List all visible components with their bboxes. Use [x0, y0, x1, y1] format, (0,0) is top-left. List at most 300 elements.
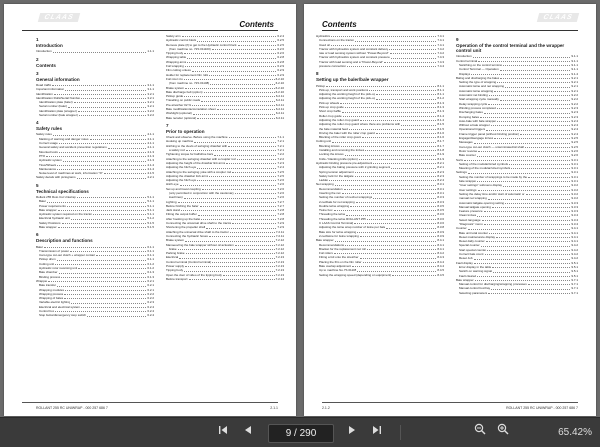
- page-indicator[interactable]: [268, 424, 334, 443]
- toc-entry-title: Roller crop guide: [319, 113, 342, 118]
- toc-entry-page: 8.3.9: [437, 233, 444, 238]
- section-number: 9: [456, 37, 459, 42]
- dot-leader: [505, 201, 570, 204]
- toc-entry-page: 7.2.14: [275, 276, 284, 281]
- dot-leader: [334, 251, 436, 254]
- toc-entry[interactable]: [316, 64, 444, 68]
- toc-entry[interactable]: [36, 49, 154, 53]
- toc-entry-title: Installing and removing the knives: [319, 148, 365, 153]
- toc-entry[interactable]: [36, 175, 154, 179]
- dot-leader: [212, 47, 277, 50]
- toc-entry-page: 8.4.5: [437, 272, 444, 277]
- toc-entry-page: 6.2.5: [277, 38, 284, 43]
- toc-entry-title: Setting the number of wrappings to be made by the: [459, 174, 528, 179]
- dot-leader: [503, 63, 570, 66]
- toc-entry-title: (only permitted in conjunction with the cautionary: [169, 191, 234, 195]
- zoom-level[interactable]: 65.42%: [558, 427, 592, 438]
- toc-entry-page: 4.2.1: [147, 175, 154, 180]
- toc-entry-title: Short crop baffle: [319, 109, 341, 114]
- toc-entry-page: 9.2.6: [571, 153, 578, 158]
- toc-entry-title: Blocking knives: [319, 143, 340, 148]
- dot-leader: [509, 162, 570, 165]
- toc-entry-page: 4.1.1: [147, 145, 154, 150]
- dot-leader: [392, 273, 436, 276]
- dot-leader: [389, 47, 436, 50]
- toc-entry-page: 9.4.2: [571, 252, 578, 257]
- toc-column: [456, 34, 578, 295]
- toc-entry-title: Recommendations: [319, 242, 345, 247]
- toc-entry-title: Rotor reverse: [459, 148, 478, 153]
- dot-leader: [391, 55, 437, 58]
- next-page-button[interactable]: [342, 418, 362, 447]
- toc-entry-page: 8.1.7: [437, 139, 444, 144]
- dot-leader: [61, 275, 146, 278]
- dot-leader: [78, 109, 146, 112]
- toc-entry[interactable]: [166, 277, 284, 281]
- section-heading[interactable]: Prior to operation: [166, 128, 205, 134]
- toc-entry-page: 8.1.5: [437, 122, 444, 127]
- dot-leader: [206, 225, 276, 228]
- toc-entry-title: Delay wrapping cycle: [459, 101, 488, 106]
- dot-leader: [367, 247, 437, 250]
- dot-leader: [473, 54, 571, 57]
- header-rule: [22, 30, 278, 31]
- toc-entry-title: General safety and accident prevention regulations: [39, 145, 107, 150]
- section-heading[interactable]: Introduction: [36, 43, 63, 48]
- toc-entry-title: Special counter: [459, 243, 480, 248]
- toc-entry-title: Serial number (bale wrapper): [39, 112, 78, 117]
- toc-entry-page: 9.2.2: [571, 93, 578, 98]
- toc-entry-page: 6.2.11: [275, 115, 284, 120]
- dot-leader: [355, 38, 436, 41]
- toc-entry-page: 4.1.4: [147, 166, 154, 171]
- dot-leader: [237, 157, 277, 160]
- toc-entry-page: 9.2.4: [571, 118, 578, 123]
- dot-leader: [474, 256, 571, 259]
- section-heading[interactable]: General information: [36, 76, 80, 82]
- dot-leader: [365, 148, 436, 151]
- toc-entry-title: Discharging bales: [459, 110, 483, 115]
- toc-entry-title: Auto-bale with bale wrapper: [459, 118, 497, 123]
- toc-entry-title: Bale wrapper: [316, 238, 334, 243]
- toc-entry-page: 6.2.6: [277, 46, 284, 51]
- section-heading[interactable]: Safety rules: [36, 126, 63, 132]
- toc-entry-title: Switch on warning signal: [459, 269, 493, 274]
- toc-entry-title: Electrical: [166, 255, 179, 260]
- dot-leader: [204, 90, 275, 93]
- section-heading[interactable]: Operation of the control terminal and the wrapper control unit: [456, 43, 565, 54]
- dot-leader: [184, 268, 275, 271]
- dot-leader: [497, 119, 570, 122]
- page-separator: /: [294, 428, 300, 439]
- toc-entry-title: Tightening torque for ball/drive bars: [166, 152, 214, 157]
- toc-entry-title: Brake system: [166, 238, 185, 243]
- toc-entry-page: 9.2.5: [571, 144, 578, 149]
- footer-doc-id: ROLLANT 255 RC UNIWRAP - 000 257 686 7: [36, 406, 108, 410]
- toc-entry-title: Pick-up crop guide: [319, 105, 344, 110]
- toc-entry-page: 9.2.1: [571, 88, 578, 93]
- dot-leader: [354, 221, 436, 224]
- dot-leader: [478, 188, 571, 191]
- toc-entry-page: 6.2.11: [275, 94, 284, 99]
- dot-leader: [487, 248, 570, 251]
- dot-leader: [53, 132, 146, 135]
- toc-entry-page: 3.2.1: [147, 100, 154, 105]
- toc-entry-page: 6.2.9: [277, 64, 284, 69]
- dot-leader: [511, 166, 570, 169]
- dot-leader: [197, 38, 276, 41]
- toc-entry-page: 9.3.1: [571, 157, 578, 162]
- dot-leader: [48, 279, 146, 282]
- dot-leader: [93, 212, 146, 215]
- toc-entry-page: 6.2.9: [277, 72, 284, 77]
- toc-entry-title: Start wrapping cycle manually: [459, 97, 499, 102]
- dot-leader: [59, 270, 147, 273]
- dot-leader: [342, 109, 436, 112]
- dot-leader: [185, 86, 274, 89]
- toc-entry-page: 9.3.4: [571, 217, 578, 222]
- toc-entry-page: 3.2.2: [147, 108, 154, 113]
- claas-logo: CLAAS: [38, 13, 80, 22]
- toc-entry-page: 9.7.1: [571, 286, 578, 291]
- section-heading[interactable]: Technical specifications: [36, 188, 89, 194]
- toc-entry-page: 4.1.3: [147, 149, 154, 154]
- toc-entry-title: Identification plate (baler): [39, 100, 73, 105]
- toc-entry-page: 8.3.6: [437, 216, 444, 221]
- toc-entry-page: 7.2.2: [277, 152, 284, 157]
- dot-leader: [474, 140, 571, 143]
- toc-entry-page: 8.1.5: [437, 126, 444, 131]
- toc-entry-page: 8.1.1: [437, 87, 444, 92]
- dot-leader: [184, 195, 277, 198]
- toc-entry-title: Attaching to the swinging drawbar with a coupler rod: [166, 156, 236, 161]
- toc-entry-title: Connecting the hydraulic hoses: [166, 233, 208, 238]
- toc-entry-title: Adjusting the twine wrap number of twine per bale: [319, 225, 386, 230]
- toc-entry-title: Dumping bales: [459, 114, 480, 119]
- dot-leader: [488, 291, 570, 294]
- toc-entry-title: Fault cleared: [459, 273, 477, 278]
- toc-entry-page: 7.2.7: [277, 203, 284, 208]
- toc-entry-page: 8.3.6: [437, 212, 444, 217]
- dot-leader: [71, 300, 146, 303]
- toc-entry-page: 8.2.1: [437, 165, 444, 170]
- dot-leader: [77, 195, 147, 198]
- toc-entry-title: Bale unit total counter: [459, 230, 489, 235]
- toc-entry-title: Variable electric lighting: [39, 300, 71, 305]
- dot-leader: [238, 43, 277, 46]
- toc-entry-title: Attaching the universal drive shaft to the tractor: [166, 229, 229, 234]
- toc-entry-page: 9.3.3: [571, 204, 578, 209]
- toc-entry-page: 7.2.3: [277, 160, 284, 165]
- dot-leader: [360, 118, 436, 121]
- dot-leader: [194, 139, 276, 142]
- toc-entry-title: Hydraulic rotor reversing unit: [39, 266, 78, 271]
- toc-entry-title: Safety Positions: [39, 220, 61, 225]
- toc-entry-title: Bale wrapper: [39, 207, 57, 212]
- toc-entry-page: 8.4.4: [437, 259, 444, 264]
- toc-entry-page: 9.3.1: [571, 166, 578, 171]
- toc-entry[interactable]: [36, 113, 154, 117]
- toc-entry-title: Meaning of the modular/sized symbols: [459, 166, 511, 171]
- toc-entry-title: Automatic tailgate opening setting: [459, 200, 505, 205]
- right-page: [304, 4, 596, 416]
- toc-entry[interactable]: [456, 291, 578, 295]
- toc-entry-title: Bale transfer: [39, 283, 57, 288]
- toc-entry-page: 8.3.3: [437, 195, 444, 200]
- dot-leader: [189, 277, 275, 280]
- previous-page-button[interactable]: [238, 418, 258, 447]
- viewer-toolbar: [0, 417, 600, 447]
- toc-entry-title: Check and observe. Before using the machine: [166, 135, 228, 140]
- toc-entry-page: 7.2.13: [275, 255, 284, 260]
- dot-leader: [352, 264, 436, 267]
- toc-entry-page: 6.2.10: [275, 85, 284, 90]
- dot-leader: [57, 167, 146, 170]
- toc-entry-title: Holder for replacement film rolls: [166, 72, 209, 77]
- dot-leader: [67, 204, 146, 207]
- dot-leader: [187, 60, 276, 63]
- toc-entry-title: "User settings" submenu display: [459, 183, 502, 188]
- toc-entry-title: Setting the type of wrapping: [459, 80, 497, 85]
- toc-entry-title: Introduction: [456, 54, 472, 59]
- dot-leader: [488, 196, 570, 199]
- toc-entry-page: 9.1.1: [571, 54, 578, 59]
- toc-entry-title: manual net wrapping: [459, 196, 487, 201]
- toc-entry-page: 7.2.6: [277, 195, 284, 200]
- toc-entry-page: 9.3.2: [571, 196, 578, 201]
- dot-leader: [65, 288, 146, 291]
- dot-leader: [493, 269, 570, 272]
- dot-leader: [520, 132, 570, 135]
- toc-entry[interactable]: [166, 116, 284, 120]
- toc-entry-title: Setting the wrapping speed (depending on equipment): [319, 272, 392, 277]
- toc-entry-page: 6.2.2: [147, 291, 154, 296]
- dot-leader: [500, 97, 570, 100]
- toc-entry-title: Baler: [39, 199, 47, 204]
- toc-entry-title: Adjusting the height of the drawbar link arms: [166, 160, 226, 165]
- toc-entry-title: Bale discharge belt (option): [166, 89, 203, 94]
- section-heading[interactable]: Setting up the baler/bale wrapper: [316, 77, 389, 83]
- dot-leader: [468, 226, 571, 229]
- toc-entry-title: Spring tension adjustment: [319, 169, 354, 174]
- toc-entry-page: 7.2.5: [277, 173, 284, 178]
- toc-entry-title: Fitting the output buffer: [166, 212, 197, 217]
- dot-leader: [484, 222, 571, 225]
- section-number: 4: [36, 120, 39, 126]
- dot-leader: [478, 59, 570, 62]
- toc-entry-page: 8.1.6: [437, 130, 444, 135]
- zoom-out-button[interactable]: [470, 418, 490, 447]
- toc-entry-title: rate or load sensing system without "Power-Beyond": [319, 51, 389, 56]
- toc-entry-title: Tipping body: [166, 268, 184, 273]
- first-page-button[interactable]: [213, 418, 233, 447]
- dot-leader: [201, 98, 275, 101]
- toc-entry-title: Bale modification/accumulation sheet: [166, 107, 216, 112]
- toc-entry-page: 8.3.6: [437, 221, 444, 226]
- current-page-input[interactable]: 9: [285, 428, 292, 439]
- toc-entry-title: Road traffic: [36, 82, 52, 87]
- toc-entry-title: Fitting a foil onto the stretcher: [319, 255, 359, 260]
- dot-leader: [178, 247, 275, 250]
- toolbar-divider: [400, 425, 401, 440]
- toc-entry-page: 8.1.3: [437, 109, 444, 114]
- toc-entry-page: 8.1.4: [437, 113, 444, 118]
- dot-leader: [373, 195, 436, 198]
- toc-entry-title: 2-net/twine for twine wrapping: [319, 233, 359, 238]
- toc-entry-title: Reset Job: [459, 256, 473, 261]
- toc-entry-title: Hydraulic control block: [166, 38, 197, 43]
- toc-entry-page: 9.2.1: [571, 80, 578, 85]
- toc-entry-title: User settings: [459, 187, 477, 192]
- dot-leader: [376, 96, 436, 99]
- dot-leader: [192, 68, 276, 71]
- toc-entry-title: Stop button/Emergency stop switch: [39, 313, 87, 318]
- toc-entry-title: Foil rotor rcu: [166, 76, 183, 81]
- toc-entry-page: 9.3.2: [571, 191, 578, 196]
- toc-entry-page: 6.2.4: [147, 308, 154, 313]
- dot-leader: [482, 218, 571, 221]
- dot-leader: [223, 273, 275, 276]
- dot-leader: [494, 136, 570, 139]
- toc-entry-page: 9.3.1: [571, 174, 578, 179]
- toc-entry-page: 7.2.13: [275, 272, 284, 277]
- toc-entry-title: Used oil: [319, 42, 330, 47]
- toc-entry-page: 4.1.1: [147, 141, 154, 146]
- toc-entry-page: 6.1.3: [147, 274, 154, 279]
- dot-leader: [81, 96, 146, 99]
- toc-entry-page: 7.4.3: [437, 59, 444, 64]
- toc-entry-page: 6.1.3: [147, 270, 154, 275]
- dot-leader: [347, 64, 436, 67]
- toc-entry-page: 4.1.1: [147, 136, 154, 141]
- dot-leader: [185, 238, 274, 241]
- toc-entry-title: Adjusting the hitch eye: [166, 178, 197, 183]
- toc-entry-title: Setting of the modular/sized symbols: [459, 161, 509, 166]
- dot-leader: [496, 235, 570, 238]
- toc-entry-page: 9.3.1: [571, 161, 578, 166]
- section-heading[interactable]: Description and functions: [36, 238, 93, 244]
- dot-leader: [356, 200, 437, 203]
- toc-entry-page: 6.2.4: [277, 34, 284, 38]
- toc-entry-page: 7.2.6: [277, 178, 284, 183]
- toc-entry-title: the bale material feed: [319, 126, 348, 131]
- toc-entry-title: Displays: [459, 71, 471, 76]
- dot-leader: [57, 257, 147, 260]
- toc-entry-title: Net wrapping: [316, 182, 334, 187]
- toc-entry-page: 7.2.12: [275, 238, 284, 243]
- dot-leader: [345, 105, 436, 108]
- last-page-button[interactable]: [367, 418, 387, 447]
- dot-leader: [184, 51, 276, 54]
- toc-entry-page: 8.3.8: [437, 225, 444, 230]
- toc-entry-page: 6.2.9: [277, 68, 284, 73]
- toc-entry-title: Select language: [459, 217, 481, 222]
- toc-entry-page: 9.2.4: [571, 127, 578, 132]
- toc-entry-page: 7.2.11: [275, 229, 284, 234]
- toc-entry-title: Serial number (baler): [39, 104, 68, 109]
- toc-entry-title: a safety rod: [169, 148, 185, 153]
- dot-leader: [197, 178, 276, 181]
- section-number: 2: [36, 56, 39, 62]
- toc-entry-title: Connecting the universal drive shaft to the tractor: [166, 221, 232, 226]
- toc-entry-page: 5.1.5: [147, 220, 154, 225]
- toc-entry[interactable]: [36, 313, 154, 317]
- toc-entry-page: 9.7.1: [571, 277, 578, 282]
- toc-entry-page: 7.4.1: [437, 34, 444, 38]
- toc-entry-title: Adjusting the drawbar fork arms: [166, 173, 209, 178]
- toc-entry-page: 9.2.1: [571, 84, 578, 89]
- toc-entry-title: Manual control for discharging/wrapping processes: [459, 282, 527, 287]
- toc-entry-title: Threading the twine ROLLANT 255: [319, 216, 366, 221]
- dot-leader: [475, 278, 571, 281]
- toc-entry-page: 4.1.4: [147, 162, 154, 167]
- toc-entry-title: Foil rollers: [319, 251, 333, 256]
- toc-entry-page: 8.1.1: [437, 92, 444, 97]
- toc-entry[interactable]: [316, 273, 444, 277]
- total-pages: 290: [299, 428, 317, 439]
- toc-entry-page: 3.2.2: [147, 112, 154, 117]
- toc-entry-page: 5.1.1: [147, 203, 154, 208]
- toc-entry-page: 6.2.11: [275, 111, 284, 116]
- dot-leader: [342, 191, 437, 194]
- toc-entry-title: Counter: [456, 226, 467, 231]
- dot-leader: [497, 106, 570, 109]
- toc-entry-title: Connections on the tractor: [319, 38, 355, 43]
- toc-entry-title: Switching on the control terminal: [459, 63, 503, 67]
- toc-entry-title: Hydraulic system: [39, 158, 62, 163]
- dot-leader: [201, 217, 276, 220]
- dot-leader: [226, 161, 276, 164]
- dot-leader: [526, 192, 571, 195]
- toc-entry-page: 8.3.5: [437, 208, 444, 213]
- dot-leader: [232, 221, 276, 224]
- toc-entry-title: Attaching to the swinging yoke with a coupler rod: [166, 169, 232, 174]
- dot-leader: [55, 309, 146, 312]
- toc-entry-title: Open the door of video of the tipping body: [166, 272, 222, 277]
- toc-entry-page: 9.2.5: [571, 136, 578, 141]
- dot-leader: [480, 115, 570, 118]
- toc-entry-page: 6.2.1: [147, 283, 154, 288]
- section-heading[interactable]: Contents: [36, 62, 56, 68]
- toc-entry-title: Tractor with hydraulics system and constant pressure: [319, 55, 390, 60]
- dot-leader: [489, 93, 570, 96]
- toc-entry-title: Identification Rolls/Serial Number: [36, 95, 81, 100]
- toc-entry-title: Hydraulics: [316, 34, 331, 38]
- toc-entry-title: Bale recoder (optional): [166, 115, 197, 120]
- toc-entry-title: Hitch eye: [166, 182, 179, 187]
- toc-entry[interactable]: [36, 225, 154, 229]
- dot-leader: [477, 213, 570, 216]
- toc-entry-page: 4.1.3: [147, 153, 154, 158]
- dot-leader: [53, 49, 147, 52]
- toc-entry-title: Bale wrapper: [39, 225, 57, 230]
- toc-entry-page: 9.5.1: [571, 273, 578, 278]
- dot-leader: [210, 81, 274, 84]
- toc-entry-title: Lighting: [166, 199, 177, 204]
- toc-entry-title: Messages: [459, 140, 473, 145]
- toc-entry-page: 9.4.1: [571, 234, 578, 239]
- toc-entry-page: 7.4.1: [437, 42, 444, 47]
- zoom-in-button[interactable]: [493, 418, 513, 447]
- dot-leader: [528, 282, 571, 285]
- toc-entry-page: 9.1.1: [571, 58, 578, 63]
- toc-entry-title: Selecting parameters: [459, 290, 488, 295]
- toc-entry-page: 6.2.11: [275, 98, 284, 103]
- toc-entry-page: 8.1.7: [437, 143, 444, 148]
- toc-entry-page: 7.2.6: [277, 191, 284, 195]
- toc-entry-title: Binding process: [39, 274, 61, 279]
- toc-entry-title: Hitching to the clevis of swinging drawbar with: [166, 143, 228, 148]
